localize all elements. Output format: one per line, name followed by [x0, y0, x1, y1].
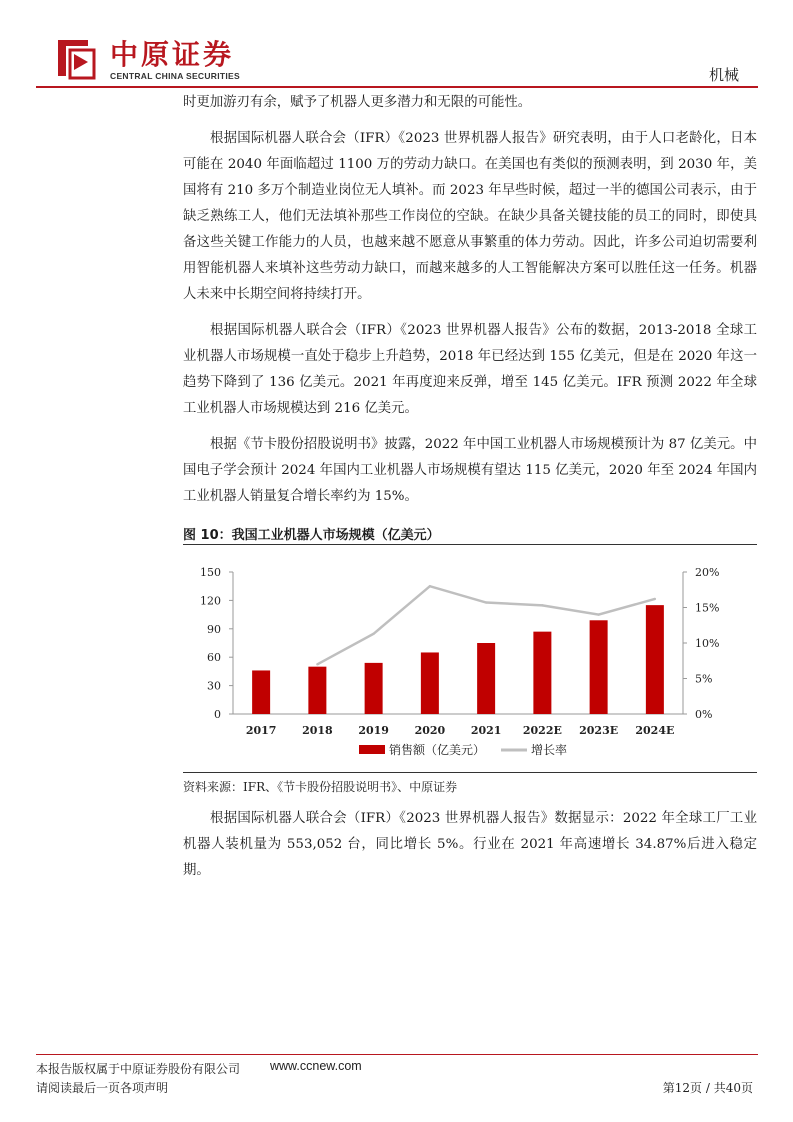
- paragraph-4: 根据《节卡股份招股说明书》披露，2022 年中国工业机器人市场规模预计为 87 亿美元。中国电子学会预计 2024 年国内工业机器人市场规模有望达 115 亿美元，2020 年至 2024 年国内工业机器人销量复合增长率约为 15%。: [183, 437, 757, 504]
- market-size-chart: [183, 552, 757, 767]
- y-left-tick-label: 90: [207, 622, 221, 636]
- section-label: 机械: [708, 66, 739, 84]
- bar-2021: [477, 643, 495, 714]
- x-tick-label: 2019: [358, 724, 389, 737]
- y-right-tick-label: 15%: [695, 601, 720, 615]
- figure-top-rule: [183, 544, 757, 545]
- figure-source: 资料来源：IFR、《节卡股份招股说明书》、中原证券: [183, 780, 458, 794]
- bar-2022E: [533, 632, 551, 714]
- y-right-tick-label: 0%: [695, 708, 713, 721]
- x-tick-label: 2017: [245, 724, 277, 737]
- y-right-tick-label: 10%: [695, 637, 720, 650]
- growth-point-2021: [485, 601, 487, 603]
- y-left-tick-label: 120: [200, 594, 221, 608]
- footer-divider: [36, 1054, 758, 1055]
- x-tick-label: 2024E: [635, 724, 675, 737]
- y-right-tick-label: 5%: [695, 672, 713, 686]
- logo-chinese-name: 中原证券: [110, 38, 235, 71]
- figure-bottom-rule: [183, 772, 757, 773]
- growth-point-2018: [316, 663, 318, 665]
- x-tick-label: 2018: [302, 724, 333, 737]
- legend-bar-label: 销售额（亿美元）: [389, 743, 486, 757]
- growth-point-2019: [372, 633, 374, 635]
- bar-2019: [365, 663, 383, 714]
- bar-2018: [308, 667, 326, 714]
- paragraph-3: 根据国际机器人联合会（IFR）《2023 世界机器人报告》公布的数据，2013-2018 全球工业机器人市场规模一直处于稳步上升趋势，2018 年已经达到 155 亿美元，但是在 2020 年这一趋势下降到了 136 亿美元。2021 年再度迎来反弹，增至 145 亿美元。IFR 预测 2022 年全球工业机器人市场规模达到 216 亿美元。: [183, 323, 757, 416]
- growth-point-2020: [429, 585, 431, 587]
- y-right-tick-label: 20%: [695, 566, 720, 579]
- x-tick-label: 2022E: [522, 724, 562, 737]
- x-tick-label: 2020: [414, 724, 446, 737]
- footer-website-link[interactable]: www.ccnew.com: [270, 1059, 362, 1073]
- growth-point-2022E: [541, 604, 543, 606]
- y-left-tick-label: 60: [207, 651, 221, 665]
- bar-2024E: [646, 605, 664, 714]
- x-tick-label: 2021: [470, 724, 502, 737]
- figure-title: 图 10：我国工业机器人市场规模（亿美元）: [183, 528, 440, 543]
- header-divider: [36, 86, 758, 88]
- x-tick-label: 2023E: [579, 724, 619, 737]
- page-number: 第12页 / 共40页: [662, 1081, 753, 1095]
- growth-point-2024E: [654, 598, 656, 600]
- legend-line-label: 增长率: [531, 743, 568, 757]
- footer-copyright: 本报告版权属于中原证券股份有限公司: [36, 1062, 241, 1076]
- paragraph-1: 时更加游刃有余，赋予了机器人更多潜力和无限的可能性。: [183, 95, 532, 110]
- legend-bar-swatch: [359, 745, 385, 754]
- paragraph-5: 根据国际机器人联合会（IFR）《2023 世界机器人报告》数据显示：2022 年全球工厂工业机器人装机量为 553,052 台，同比增长 5%。行业在 2021 年高速增长 34.87%后进入稳定期。: [183, 811, 757, 878]
- bar-2023E: [590, 620, 608, 714]
- logo-english-name: CENTRAL CHINA SECURITIES: [110, 71, 240, 81]
- company-logo: [52, 36, 252, 88]
- bar-2017: [252, 670, 270, 714]
- growth-point-2023E: [597, 613, 599, 615]
- logo-mark-icon: [52, 36, 100, 82]
- paragraph-2: 根据国际机器人联合会（IFR）《2023 世界机器人报告》研究表明，由于人口老龄化，日本可能在 2040 年面临超过 1100 万的劳动力缺口。在美国也有类似的预测表明，到 2030 年，美国将有 210 多万个制造业岗位无人填补。而 2023 年早些时候，超过一半的德国公司表示，由于缺乏熟练工人，他们无法填补那些工作岗位的空缺。在缺少具备关键技能的员工的同时，即使具备这些关键工作能力的人员，也越来越不愿意从事繁重的体力劳动。因此，许多公司迫切需要利用智能机器人来填补这些劳动力缺口，而越来越多的人工智能解决方案可以胜任这一任务。机器人未来中长期空间将持续打开。: [183, 131, 757, 302]
- y-left-tick-label: 0: [214, 708, 221, 721]
- y-left-tick-label: 150: [200, 566, 221, 579]
- bar-2020: [421, 652, 439, 714]
- footer-disclaimer: 请阅读最后一页各项声明: [36, 1081, 169, 1095]
- y-left-tick-label: 30: [207, 679, 221, 693]
